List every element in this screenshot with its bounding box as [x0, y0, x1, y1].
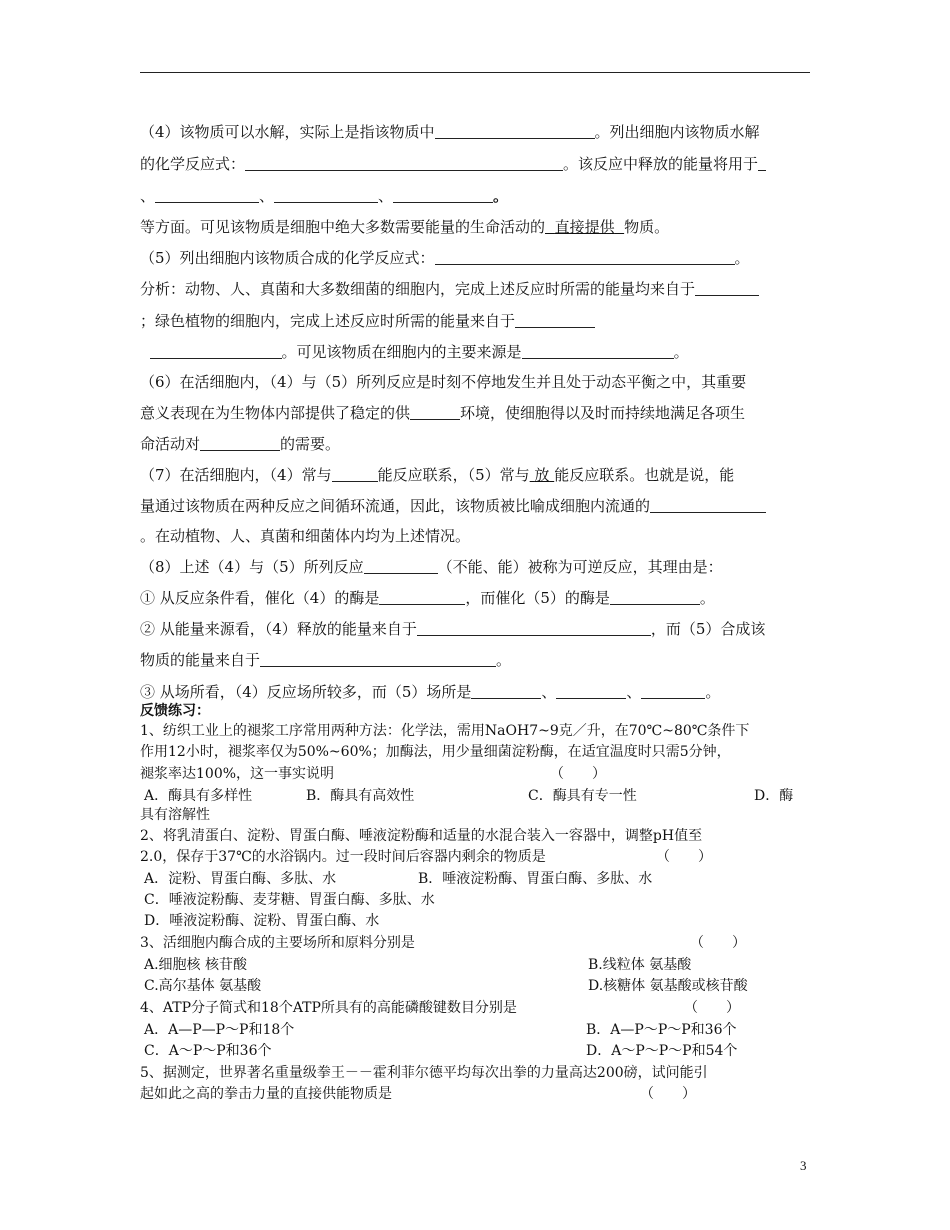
blank[interactable] [379, 589, 465, 605]
blank[interactable] [522, 343, 674, 359]
q8-text: （8）上述（4）与（5）所列反应 [140, 558, 364, 576]
q7-text: 能反应联系，（5）常与 [377, 466, 530, 484]
q5-text: 分析：动物、人、真菌和大多数细菌的细胞内，完成上述反应时所需的能量均来自于 [140, 280, 696, 298]
q8-line-3 [140, 619, 820, 639]
option-a[interactable]: A.细胞核 核苷酸 [144, 957, 248, 973]
q4-text: 。 [493, 187, 509, 205]
q6-text: 命活动对 [140, 435, 201, 453]
q8-text: 、 [541, 683, 557, 701]
page-number: 3 [800, 1158, 807, 1173]
option-d[interactable]: D．酶 [754, 788, 794, 804]
blank[interactable] [393, 187, 493, 203]
q8-text: ，而（5）合成该 [650, 620, 766, 638]
q6-line-2 [140, 403, 820, 423]
blank[interactable] [435, 249, 735, 265]
p1-stem: 褪浆率达100%，这一事实说明 [140, 766, 335, 782]
q5-line-1 [140, 248, 820, 268]
q4-line-4 [140, 217, 820, 237]
q7-line-1 [140, 465, 820, 485]
q8-line-1 [140, 557, 820, 577]
option-b[interactable]: B．唾液淀粉酶、胃蛋白酶、多肽、水 [418, 871, 653, 887]
option-a[interactable]: A．酶具有多样性 [144, 788, 253, 804]
p1-line-3 [140, 765, 820, 783]
blank[interactable] [274, 187, 378, 203]
q8-line-5 [140, 682, 820, 702]
q4-text: 、 [140, 187, 156, 205]
q8-text: ② 从能量来源看，（4）释放的能量来自于 [140, 620, 417, 638]
option-c[interactable]: C．酶具有专一性 [528, 788, 637, 804]
option-a[interactable]: A．A—P—P～P和18个 [144, 1022, 295, 1038]
p1-line-5: 具有溶解性 [140, 807, 210, 823]
q7-answer [530, 466, 555, 484]
option-a[interactable]: A．淀粉、胃蛋白酶、多肽、水 [144, 871, 337, 887]
p2-stem: 2.0，保存于37℃的水浴锅内。过一段时间后容器内剩余的物质是 [140, 849, 546, 865]
q8-line-2 [140, 588, 820, 608]
p5-line-1: 5、据测定，世界著名重量级拳王－－霍利菲尔德平均每次出拳的力量高达200磅，试问能引 [140, 1065, 708, 1081]
option-c[interactable]: C．A～P～P和36个 [144, 1043, 272, 1059]
blank[interactable] [556, 683, 626, 699]
q5-text: 。可见该物质在细胞内的主要来源是 [281, 343, 522, 361]
q7-text: （7）在活细胞内，（4）常与 [140, 466, 332, 484]
option-d[interactable]: D．唾液淀粉酶、淀粉、胃蛋白酶、水 [144, 913, 380, 929]
blank[interactable] [641, 683, 705, 699]
answer-paren[interactable]: （ ） [690, 935, 746, 951]
option-c[interactable]: C.高尔基体 氨基酸 [144, 978, 262, 994]
q4-text: （4）该物质可以水解，实际上是指该物质中 [140, 123, 435, 141]
answer-text: 直接提供 [554, 218, 615, 236]
blank[interactable] [758, 155, 766, 171]
q5-text: ；绿色植物的细胞内，完成上述反应时所需的能量来自于 [140, 312, 516, 330]
p2-line-2 [140, 848, 820, 866]
q8-text: （不能、能）被称为可逆反应，其理由是： [437, 558, 723, 576]
q7-text: 量通过该物质在两种反应之间循环流通，因此，该物质被比喻成细胞内流通的 [140, 497, 651, 515]
q4-line-1 [140, 122, 820, 142]
q5-line-2 [140, 279, 820, 299]
option-b[interactable]: B．酶具有高效性 [306, 788, 415, 804]
q4-text: 物质。 [624, 218, 670, 236]
q5-line-3 [140, 311, 820, 331]
option-d[interactable]: D．A～P～P～P和54个 [586, 1043, 738, 1059]
q4-answer [545, 218, 624, 236]
q5-line-4 [140, 342, 820, 362]
q5-text: 。 [673, 343, 689, 361]
q7-text: 。在动植物、人、真菌和细菌体内均为上述情况。 [140, 527, 471, 545]
q6-text: （6）在活细胞内，（4）与（5）所列反应是时刻不停地发生并且处于动态平衡之中，其重要 [140, 373, 747, 391]
feedback-heading: 反馈练习： [140, 703, 210, 719]
answer-text: 放 [534, 466, 550, 484]
p1-line-2: 作用12小时，褪浆率仅为50%~60%；加酶法，用少量细菌淀粉酶，在适宜温度时只需5分钟， [140, 744, 731, 760]
option-b[interactable]: B.线粒体 氨基酸 [588, 957, 692, 973]
blank[interactable] [650, 497, 766, 513]
q8-text: 。 [705, 683, 721, 701]
q4-text: 、 [378, 187, 394, 205]
blank[interactable] [435, 123, 595, 139]
blank[interactable] [695, 280, 759, 296]
q7-line-3 [140, 526, 820, 546]
blank[interactable] [332, 466, 378, 482]
q6-text: 的需要。 [280, 435, 341, 453]
q8-text: 物质的能量来自于 [140, 651, 261, 669]
p4-stem: 4、ATP分子简式和18个ATP所具有的高能磷酸键数目分别是 [140, 1000, 517, 1016]
answer-paren[interactable]: （ ） [640, 1086, 696, 1102]
p4-line-1 [140, 999, 820, 1017]
p3-stem: 3、活细胞内酶合成的主要场所和原料分别是 [140, 935, 415, 951]
q8-text: 。 [699, 589, 715, 607]
p1-line-1: 1、纺织工业上的褪浆工序常用两种方法：化学法，需用NaOH7~9克／升，在70℃~80℃条件下 [140, 723, 750, 739]
q4-line-2 [140, 154, 820, 174]
answer-paren[interactable]: （ ） [550, 766, 606, 782]
answer-paren[interactable]: （ ） [656, 849, 712, 865]
q4-text: 、 [259, 187, 275, 205]
q8-text: 。 [496, 651, 512, 669]
option-b[interactable]: B．A—P～P～P和36个 [586, 1022, 737, 1038]
blank[interactable] [150, 343, 282, 359]
p3-line-1 [140, 934, 820, 952]
q6-text: 意义表现在为生物体内部提供了稳定的供 [140, 404, 411, 422]
q4-text: 。列出细胞内该物质水解 [594, 123, 760, 141]
q4-text: 。该反应中释放的能量将用于 [563, 155, 759, 173]
q8-line-4 [140, 650, 820, 670]
option-c[interactable]: C．唾液淀粉酶、麦芽糖、胃蛋白酶、多肽、水 [144, 892, 435, 908]
blank[interactable] [200, 435, 280, 451]
q6-line-3 [140, 434, 820, 454]
q8-text: ，而催化（5）的酶是 [465, 589, 610, 607]
q8-text: ③ 从场所看，（4）反应场所较多，而（5）场所是 [140, 683, 472, 701]
q4-text: 的化学反应式： [140, 155, 246, 173]
q5-text: 。 [734, 249, 750, 267]
p5-line-2 [140, 1085, 820, 1103]
blank[interactable] [515, 312, 595, 328]
blank[interactable] [417, 620, 651, 636]
q6-text: 环境，使细胞得以及时而持续地满足各项生 [460, 404, 746, 422]
q7-line-2 [140, 496, 820, 516]
q7-text: 能反应联系。也就是说，能 [554, 466, 735, 484]
p2-line-1: 2、将乳清蛋白、淀粉、胃蛋白酶、唾液淀粉酶和适量的水混合装入一容器中，调整pH值至 [140, 828, 703, 844]
p5-stem: 起如此之高的拳击力量的直接供能物质是 [140, 1086, 392, 1102]
header-rule [140, 72, 810, 73]
blank[interactable] [260, 651, 496, 667]
blank[interactable] [410, 404, 460, 420]
q8-text: 、 [626, 683, 642, 701]
q6-line-1 [140, 372, 820, 392]
blank[interactable] [610, 589, 700, 605]
q8-text: ① 从反应条件看，催化（4）的酶是 [140, 589, 380, 607]
q5-text: （5）列出细胞内该物质合成的化学反应式： [140, 249, 435, 267]
blank[interactable] [471, 683, 541, 699]
option-d[interactable]: D.核糖体 氨基酸或核苷酸 [588, 978, 748, 994]
answer-paren[interactable]: （ ） [684, 1000, 740, 1016]
blank[interactable] [155, 187, 259, 203]
q4-line-3 [140, 186, 820, 206]
blank[interactable] [245, 155, 563, 171]
blank[interactable] [364, 558, 438, 574]
q4-text: 等方面。可见该物质是细胞中绝大多数需要能量的生命活动的 [140, 218, 546, 236]
